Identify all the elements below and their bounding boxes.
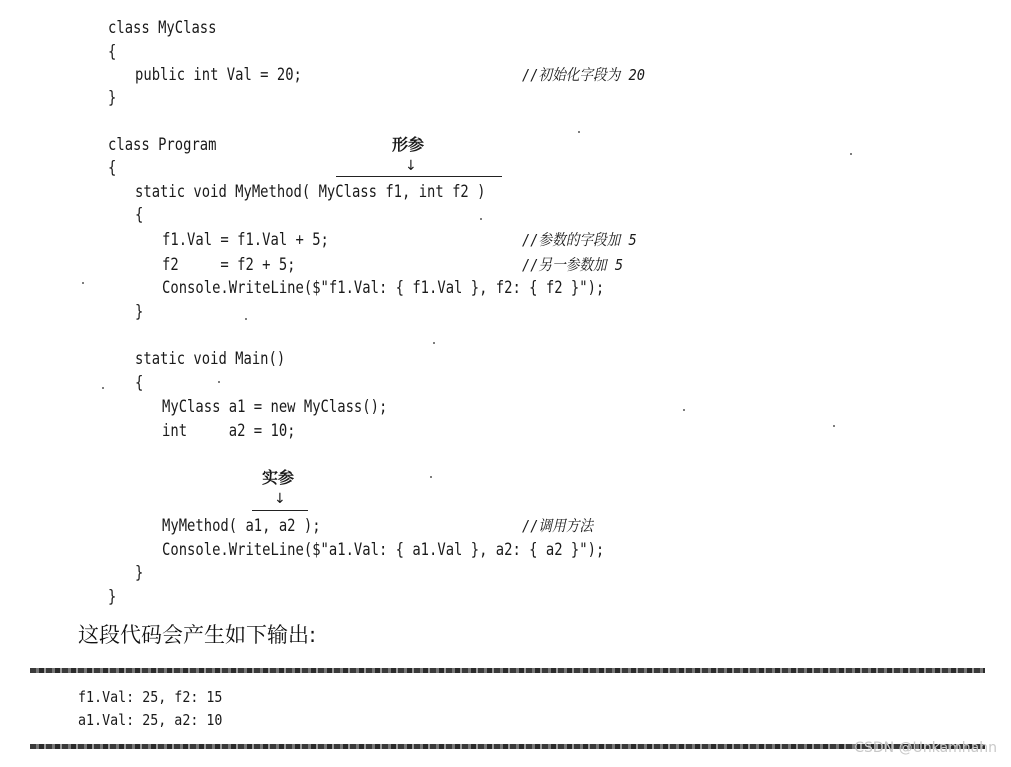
- scan-speck: [850, 153, 852, 155]
- code-line: {: [108, 42, 117, 61]
- code-line: class Program: [108, 135, 217, 154]
- code-line: Console.WriteLine($"f1.Val: { f1.Val }, f2: { f2 }");: [162, 278, 605, 297]
- scan-speck: [833, 425, 835, 427]
- scan-speck: [218, 381, 220, 383]
- code-line: int a2 = 10;: [162, 421, 296, 440]
- code-line: }: [135, 563, 144, 582]
- scan-speck: [102, 387, 104, 389]
- output-intro-text: 这段代码会产生如下输出:: [78, 623, 317, 647]
- scan-speck: [433, 342, 435, 344]
- watermark: CSDN @Unkamhahn: [854, 740, 997, 756]
- scan-speck: [82, 282, 84, 284]
- code-line: public int Val = 20;: [135, 65, 302, 84]
- comment-init-field: //初始化字段为 20: [522, 66, 645, 84]
- output-line: f1.Val: 25, f2: 15: [78, 688, 223, 706]
- formal-param-underline: [336, 176, 502, 177]
- scan-speck: [683, 409, 685, 411]
- formal-param-arrow: ↓: [405, 158, 417, 174]
- code-line: MyClass a1 = new MyClass();: [162, 397, 388, 416]
- code-line: MyMethod( a1, a2 );: [162, 516, 321, 535]
- code-line: f1.Val = f1.Val + 5;: [162, 230, 329, 249]
- formal-param-label: 形参: [392, 135, 425, 154]
- code-line: class MyClass: [108, 18, 217, 37]
- code-line: }: [108, 88, 117, 107]
- comment-add-other: //另一参数加 5: [522, 256, 624, 274]
- actual-param-label: 实参: [262, 468, 295, 487]
- comment-call-method: //调用方法: [522, 517, 593, 535]
- comment-add-field: //参数的字段加 5: [522, 231, 637, 249]
- scan-speck: [430, 476, 432, 478]
- output-line: a1.Val: 25, a2: 10: [78, 711, 223, 729]
- actual-param-arrow: ↓: [274, 491, 286, 507]
- code-line: }: [135, 302, 144, 321]
- code-line: static void Main(): [135, 349, 286, 368]
- code-line: static void MyMethod( MyClass f1, int f2 ): [135, 182, 486, 201]
- scan-speck: [245, 318, 247, 320]
- code-line: {: [135, 205, 144, 224]
- code-line: Console.WriteLine($"a1.Val: { a1.Val }, a2: { a2 }");: [162, 540, 605, 559]
- output-top-rule: [30, 668, 985, 673]
- scan-speck: [480, 218, 482, 220]
- code-line: }: [108, 587, 117, 606]
- code-line: {: [108, 158, 117, 177]
- code-line: {: [135, 373, 144, 392]
- code-line: f2 = f2 + 5;: [162, 255, 296, 274]
- output-bottom-rule: [30, 744, 985, 749]
- actual-param-underline: [252, 510, 308, 511]
- scan-speck: [578, 131, 580, 133]
